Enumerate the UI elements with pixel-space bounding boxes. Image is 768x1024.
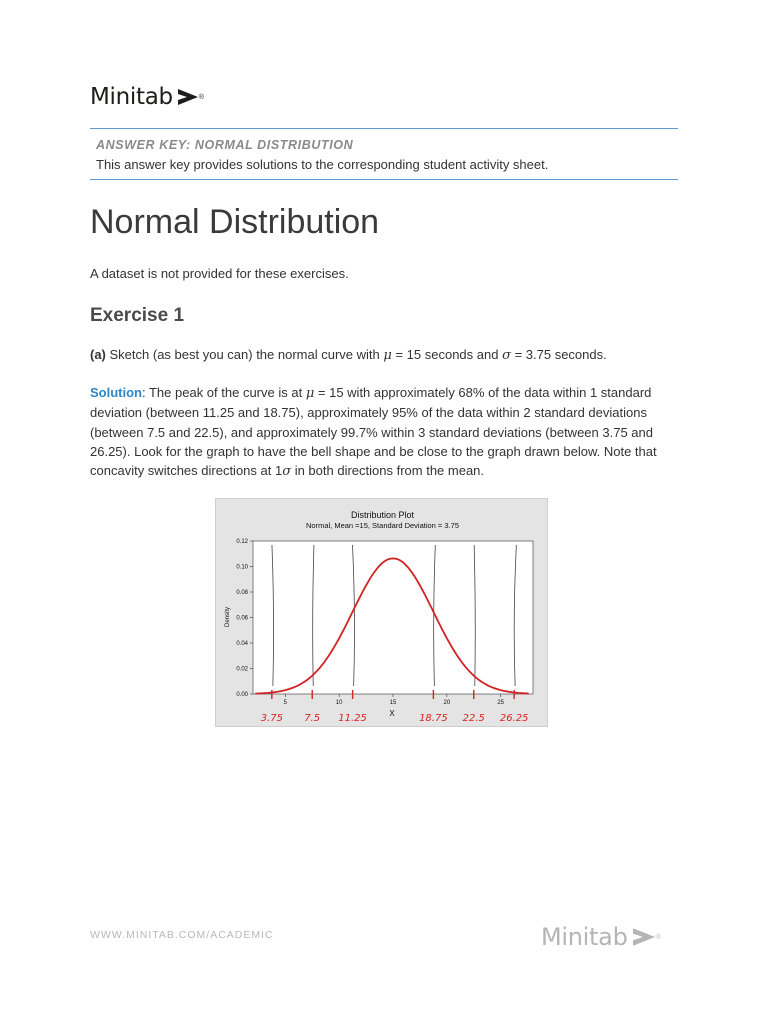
x-tick-label: 5 (283, 700, 287, 706)
sigma-symbol: σ (502, 348, 511, 363)
footer-brand-name: Minitab (541, 923, 628, 951)
plot-area (253, 541, 533, 694)
solution-paragraph (90, 383, 680, 481)
chart-title: Distribution Plot (350, 510, 415, 520)
sigma-mark-label: 3.75 (260, 713, 283, 724)
answer-key-kicker: ANSWER KEY: NORMAL DISTRIBUTION (96, 138, 354, 152)
solution-label: Solution (90, 385, 142, 400)
y-tick-label: 0.00 (236, 692, 248, 698)
question-text-2: = 15 seconds and (395, 347, 499, 362)
y-tick-label: 0.12 (236, 539, 248, 545)
minitab-arrow-icon (178, 87, 198, 107)
x-tick-label: 20 (443, 700, 451, 706)
sigma-mark-label: 11.25 (338, 713, 367, 724)
question-text-3: = 3.75 seconds. (514, 347, 607, 362)
y-tick-label: 0.06 (236, 615, 248, 622)
header-rule-top (90, 128, 678, 129)
footer-registered-mark: ® (655, 933, 661, 941)
footer-minitab-logo (541, 923, 661, 951)
sigma-mark-label: 7.5 (304, 713, 321, 724)
x-tick-label: 10 (335, 700, 343, 706)
sigma-mark-label: 18.75 (419, 713, 448, 724)
mu-symbol: μ (383, 348, 392, 363)
page-title: Normal Distribution (90, 203, 380, 241)
answer-key-subtitle: This answer key provides solutions to the corresponding student activity sheet. (96, 157, 549, 172)
footer-url: WWW.MINITAB.COM/ACADEMIC (90, 929, 274, 941)
x-tick-label: 15 (389, 700, 397, 706)
question-text-1: Sketch (as best you can) the normal curve with (109, 347, 380, 362)
x-tick-group (284, 694, 505, 706)
distribution-plot (216, 499, 549, 728)
y-tick-label: 0.04 (236, 641, 248, 647)
minitab-logo (90, 84, 204, 110)
chart-subtitle: Normal, Mean =15, Standard Deviation = 3.75 (305, 521, 460, 530)
y-tick-label: 0.02 (236, 666, 248, 673)
y-tick-group (236, 539, 253, 698)
part-label: (a) (90, 347, 106, 362)
sigma-mark-label: 22.5 (462, 713, 485, 724)
y-axis-label: Density (225, 606, 231, 628)
exercise-heading: Exercise 1 (90, 305, 185, 326)
question-a (90, 347, 690, 363)
mu-symbol-solution: μ (305, 386, 315, 401)
y-tick-label: 0.10 (236, 564, 248, 571)
x-tick-label: 25 (497, 700, 505, 706)
solution-text-3: in both directions from the mean. (294, 463, 485, 479)
footer-minitab-arrow-icon (633, 926, 655, 948)
solution-text-1: : The peak of the curve is at (142, 385, 303, 400)
distribution-plot-figure (215, 498, 548, 727)
solution-text-2: = 15 with approximately 68% of the data within 1 standard deviation (between 11.25 and 18.75), approximately 95% of the data within 2 standard deviations (between 7.5 and 22.5), and approximately 99.7% within 3 standard deviations (between 3.75 and 26.25). Look for the graph to have the bell shape and be close to the graph drawn below. Note that concavity switches directions at 1 (90, 385, 657, 479)
header-rule-bottom (90, 179, 678, 180)
y-tick-label: 0.08 (236, 590, 248, 596)
sigma-symbol-solution: σ (282, 464, 292, 480)
sigma-mark-label: 26.25 (499, 713, 529, 724)
x-axis-label: X (389, 709, 395, 718)
hand-marks-group (261, 690, 529, 724)
intro-text: A dataset is not provided for these exercises. (90, 266, 349, 281)
registered-mark: ® (198, 93, 204, 101)
brand-name: Minitab (90, 84, 173, 110)
